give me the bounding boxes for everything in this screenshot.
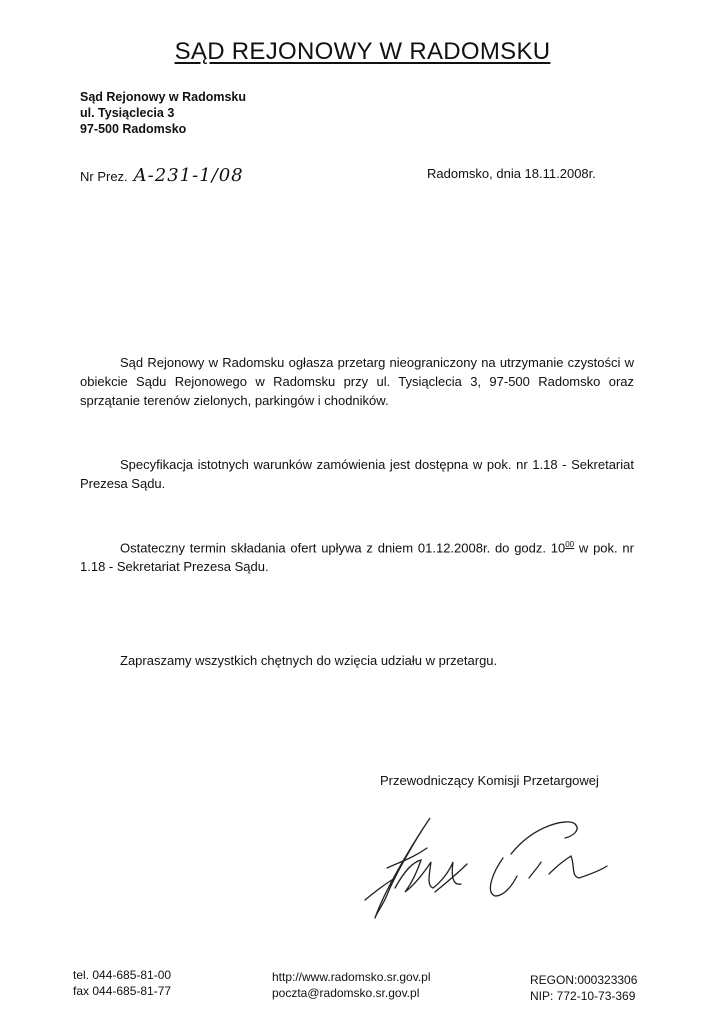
court-address — [80, 89, 246, 137]
document-date: Radomsko, dnia 18.11.2008r. — [427, 166, 596, 181]
address-line-name: Sąd Rejonowy w Radomsku — [80, 90, 247, 104]
footer-web-block — [272, 969, 431, 1001]
footer-email: poczta@radomsko.sr.gov.pl — [272, 986, 420, 1000]
address-line-city: 97-500 Radomsko — [80, 122, 187, 136]
paragraph-announcement: Sąd Rejonowy w Radomsku ogłasza przetarg nieograniczony na utrzymanie czystości w obiekcie Sądu Rejonowego w Radomsku przy ul. Tysiąclecia 3, 97-500 Radomsko oraz sprzątanie terenów zielonych, parkingów i chodników. — [80, 355, 634, 408]
footer-registry-block — [530, 972, 637, 1004]
signatory-role: Przewodniczący Komisji Przetargowej — [380, 773, 599, 788]
paragraph-invitation: Zapraszamy wszystkich chętnych do wzięcia udziału w przetargu. — [120, 653, 498, 668]
address-line-street: ul. Tysiąclecia 3 — [80, 106, 175, 120]
page-title: SĄD REJONOWY W RADOMSKU — [174, 38, 551, 65]
reference-number — [80, 165, 244, 186]
footer-phone-block — [73, 967, 171, 999]
reference-handwritten-number: A-231-1/08 — [133, 165, 244, 186]
footer-regon: REGON:000323306 — [530, 973, 638, 987]
deadline-text-start: Ostateczny termin składania ofert upływa z dniem 01.12.2008r. do godz. 10 — [120, 540, 566, 556]
reference-label: Nr Prez. — [80, 169, 128, 184]
handwritten-signature — [335, 800, 625, 930]
footer-fax: fax 044-685-81-77 — [73, 984, 172, 998]
footer-nip: NIP: 772-10-73-369 — [530, 989, 636, 1003]
deadline-text-end: w pok. nr 1.18 - Sekretariat Prezesa Sądu. — [80, 540, 634, 575]
footer-telephone: tel. 044-685-81-00 — [73, 968, 172, 982]
paragraph-deadline — [80, 535, 634, 576]
footer-website: http://www.radomsko.sr.gov.pl — [272, 970, 431, 984]
deadline-minutes: 00 — [565, 540, 575, 549]
paragraph-specification: Specyfikacja istotnych warunków zamówienia jest dostępna w pok. nr 1.18 - Sekretariat Prezesa Sądu. — [80, 457, 634, 491]
